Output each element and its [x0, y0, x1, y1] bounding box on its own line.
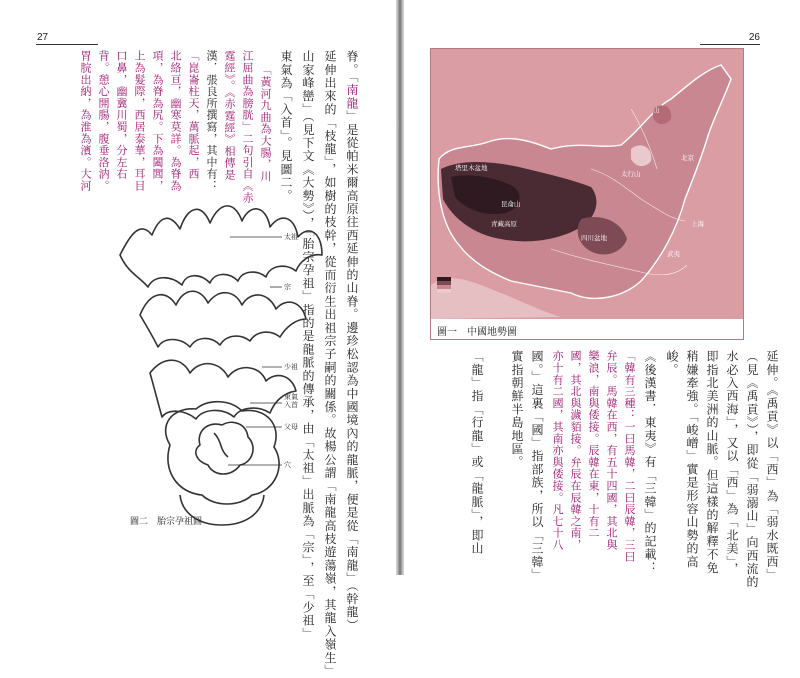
- quote-column-left-14: 背。憩心開腸，腹垂洛汭。: [97, 50, 110, 192]
- lineage-diagram: [110, 195, 380, 535]
- map-legend: [437, 277, 451, 297]
- text-column-right-7: 《後漢書．東夷》有「三韓」的記載：: [643, 350, 657, 575]
- highlight-span: 南龍: [345, 83, 359, 111]
- map-label-qinghai: 青藏高原: [491, 221, 517, 228]
- diagram-label-xue: 穴: [284, 462, 291, 469]
- diagram-label-taizu: 太祖: [284, 234, 298, 241]
- diagram-label-zong: 宗: [284, 284, 291, 291]
- legend-swatch: [437, 289, 451, 293]
- quote-column-left-10: 北絡亘，幽寒莫詳。為脊為: [169, 50, 182, 192]
- text-column-right-3: 水必入西海」，又以「西」為「北美」，: [725, 350, 739, 576]
- map-caption: 圖一 中國地勢圖: [437, 327, 517, 338]
- page-number-left: 27: [37, 32, 49, 43]
- map-label-tarim: 塔里木盆地: [455, 165, 488, 172]
- china-terrain-map: [430, 48, 744, 340]
- map-caption-bar: [431, 319, 743, 339]
- text-column-right-13: 國。」這裏「國」指部族，所以「三韓」: [530, 350, 544, 582]
- page-number-right: 26: [748, 32, 760, 43]
- map-graphic: [431, 49, 743, 319]
- quote-column-left-15: 胃脘出納，為淮為濱。大河: [79, 50, 92, 192]
- text-column-right-5: 稍嫌牽強。「峻嶒」實是形容山勢的高: [685, 350, 699, 569]
- map-label-shan: 山: [653, 107, 660, 114]
- quote-column-left-5: 「黃河九曲為大腸，川: [259, 64, 272, 182]
- text-column-right-4: 即指北美洲的山脈。但這樣的解釋不免: [705, 350, 719, 575]
- book-spine: [396, 0, 404, 575]
- header-rule-right: [700, 44, 760, 45]
- map-label-taihang: 太行山: [621, 171, 641, 178]
- text-column-right-14: 實指朝鮮半島地區。: [510, 350, 524, 469]
- quote-column-left-9: 「崑崙柱天，萬脈起，西: [187, 50, 200, 180]
- map-label-sichuan: 四川盆地: [581, 235, 607, 242]
- quote-column-left-7: 霆經》。《赤霆經》相傳是: [223, 50, 236, 181]
- header-rule-left: [36, 44, 98, 45]
- diagram-label-shaozu: 少祖: [284, 364, 298, 371]
- text-column-right-1: 延伸。《禹貢》以「西」為「弱水既西」: [765, 350, 779, 582]
- quote-column-left-12: 上為髮際，西居泰華，耳目: [133, 50, 146, 192]
- quote-column-right-8: 「韓有三種：一曰馬韓，二曰辰韓，三曰: [623, 350, 636, 563]
- quote-column-right-12: 亦十有二國，其南亦與倭接。凡七十八: [551, 350, 564, 551]
- diagram-label-fumu: 父母: [284, 424, 298, 431]
- map-label-shanghai: 上海: [691, 221, 704, 228]
- quote-column-right-9: 弁辰。馬韓在西，有五十四國，其北與: [605, 350, 618, 551]
- map-label-beijing: 北京: [681, 155, 694, 162]
- quote-column-left-6: 江屈曲為膀胱」二句引自《赤: [241, 50, 254, 204]
- quote-column-left-13: 口鼻，幽冀川蜀，分左右: [115, 50, 128, 180]
- text-column-right-6: 峻。: [665, 350, 679, 377]
- diagram-caption: 圖二 胎宗孕祖圖: [130, 516, 203, 526]
- text-column-right-2: （見《禹貢》），即從「弱溺山」向西流的: [745, 350, 759, 589]
- quote-column-right-11: 國，其北與濊貊接。弁辰在辰韓之南，: [569, 350, 582, 551]
- map-label-wuyi: 武夷: [667, 251, 680, 258]
- text-column-right-15: 「龍」指「行龍」或「龍脈」，即山: [470, 350, 484, 556]
- text-span: 脊。「: [345, 50, 359, 84]
- text-column-left-8: 漢．張良所撰寫，其中有：: [205, 50, 218, 192]
- text-column-left-3: 山家峰巒」（見下文《大勢》），「胎宗孕祖」指的是龍脈的傳承，由「太祖」出脈為「宗」，至「少祖」: [301, 50, 315, 641]
- quote-column-right-10: 樂浪，南與倭接。辰韓在東，十有二: [587, 350, 600, 539]
- text-column-left-2: 延伸出來的「枝龍」，如樹的枝幹，從而衍生出祖宗子嗣的關係。故楊公謂「南龍高枝遊蕩嶺，其龍入嶺生」: [323, 50, 337, 678]
- text-span: 」是從帕米爾高原往西延伸的山脊。邊珍松認為中國境內的龍脈，便是從「南龍」（幹龍）: [345, 110, 359, 633]
- quote-column-left-11: 項，為脊為尻。下為闔閭，: [151, 50, 164, 192]
- diagram-label-shuqi: 束氣入首: [284, 394, 298, 409]
- text-column-left-4: 東氣為「入首」。見圖二。: [279, 50, 293, 203]
- map-label-kunlun: 昆侖山: [501, 201, 521, 208]
